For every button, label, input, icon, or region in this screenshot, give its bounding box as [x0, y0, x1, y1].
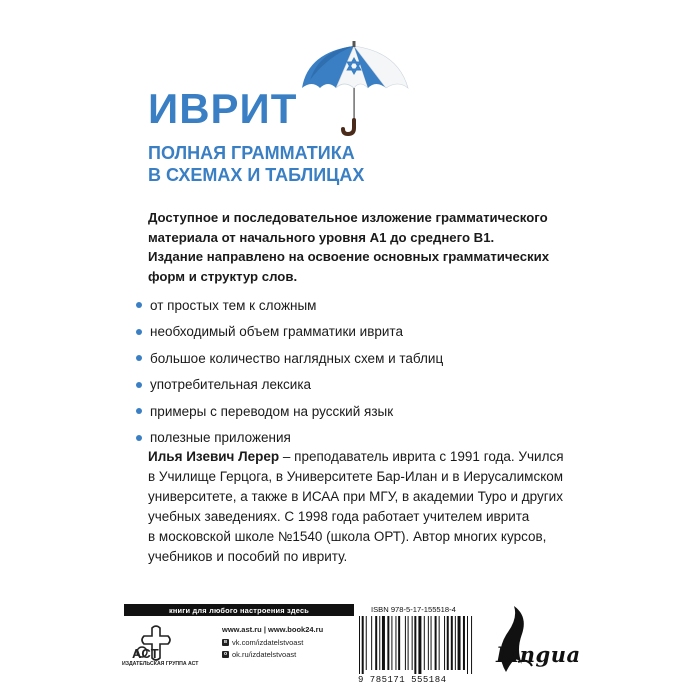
book-title: ИВРИТ: [148, 85, 298, 132]
barcode-bar: [362, 616, 364, 674]
ok-icon: о: [223, 651, 228, 657]
bullet-dot-icon: [136, 435, 142, 441]
book-subtitle: [148, 142, 364, 186]
barcode-bar: [467, 616, 468, 674]
bio-text: – преподаватель иврита с 1991 года. Учился: [279, 449, 564, 464]
barcode-icon: [355, 616, 477, 676]
barcode-bar: [455, 616, 456, 670]
barcode-bar: [447, 616, 449, 670]
barcode-bar: [444, 616, 445, 670]
bio-line: [148, 447, 568, 467]
feature-text: от простых тем к сложным: [150, 297, 317, 313]
barcode-bar: [375, 616, 377, 670]
barcode-bar: [418, 616, 421, 674]
subtitle-line: ПОЛНАЯ ГРАММАТИКА: [148, 143, 355, 163]
barcode-bar: [439, 616, 440, 670]
ok-link[interactable]: [222, 648, 323, 660]
bullet-dot-icon: [136, 382, 142, 388]
bio-line: университете, а также в ИСАА при МГУ, в академии Туро и других: [148, 489, 563, 504]
bio-line: учебных заведениях. С 1998 года работает учителем иврита: [148, 509, 530, 524]
barcode-bar: [391, 616, 392, 670]
barcode-bar: [435, 616, 437, 670]
barcode-bar: [458, 616, 461, 670]
bullet-dot-icon: [136, 329, 142, 335]
intro-line: материала от начального уровня А1 до среднего В1.: [148, 229, 495, 245]
barcode-bar: [366, 616, 367, 670]
feature-text: полезные приложения: [150, 430, 291, 446]
imprint-name: Lingua: [496, 642, 581, 667]
barcode-bar: [408, 616, 409, 670]
barcode-bar: [412, 616, 413, 670]
vk-link[interactable]: [222, 636, 323, 648]
publisher-links: [222, 622, 323, 660]
bio-line: в московской школе №1540 (школа ОРТ). Автор многих курсов,: [148, 529, 547, 544]
barcode-bar: [398, 616, 400, 670]
umbrella-icon: [298, 40, 418, 136]
barcode-bar: [405, 616, 406, 670]
intro-line: форм и структур слов.: [148, 268, 298, 284]
intro-line: Издание направлено на освоение основных грамматических: [148, 249, 550, 264]
intro-paragraph: [148, 208, 558, 286]
barcode-bar: [359, 616, 360, 674]
bio-line: учебников и пособий по ивриту.: [148, 549, 348, 564]
publisher-tagline: книги для любого настроения здесь: [124, 604, 354, 616]
feature-item: [136, 292, 443, 319]
vk-icon: в: [223, 639, 228, 645]
barcode-bar: [387, 616, 389, 670]
feature-item: [136, 372, 443, 399]
intro-line: Доступное и последовательное изложение грамматического: [148, 210, 548, 225]
feature-item: [136, 398, 443, 425]
website-links[interactable]: www.ast.ru | www.book24.ru: [222, 624, 324, 634]
publisher-caption: ИЗДАТЕЛЬСКАЯ ГРУППА АСТ: [122, 661, 199, 667]
barcode-digits: 9 785171 555184: [358, 675, 447, 685]
author-bio: [148, 447, 568, 567]
vk-url: vk.com/izdatelstvoast: [232, 637, 304, 647]
author-name: Илья Изевич Лерер: [148, 449, 280, 464]
feature-text: примеры с переводом на русский язык: [150, 403, 394, 419]
barcode-bar: [471, 616, 472, 674]
feature-item: [136, 319, 443, 346]
barcode-bar: [428, 616, 429, 670]
barcode-bar: [424, 616, 425, 670]
bullet-dot-icon: [136, 408, 142, 414]
feature-list: [136, 292, 443, 451]
barcode-bar: [395, 616, 396, 670]
ok-url: ok.ru/izdatelstvoast: [232, 649, 297, 659]
barcode-bar: [431, 616, 432, 670]
barcode-bar: [371, 616, 372, 670]
bullet-dot-icon: [136, 355, 142, 361]
ast-logo-icon: [122, 622, 198, 682]
barcode-block: [355, 605, 477, 685]
feature-item: [136, 345, 443, 372]
bullet-dot-icon: [136, 302, 142, 308]
barcode-bar: [463, 616, 465, 670]
feature-text: употребительная лексика: [150, 377, 312, 393]
ast-logo-text: ACT: [132, 646, 159, 661]
feature-text: большое количество наглядных схем и таблиц: [150, 350, 444, 366]
isbn-number: ISBN 978-5-17-155518-4: [371, 605, 456, 614]
barcode-bar: [382, 616, 385, 670]
subtitle-line: В СХЕМАХ И ТАБЛИЦАХ: [148, 165, 365, 185]
feature-text: необходимый объем грамматики иврита: [150, 324, 403, 340]
barcode-bar: [451, 616, 453, 670]
bio-line: в Училище Герцога, в Университете Бар-Илан и в Иерусалимском: [148, 469, 564, 484]
barcode-bar: [414, 616, 416, 674]
barcode-bar: [379, 616, 380, 670]
